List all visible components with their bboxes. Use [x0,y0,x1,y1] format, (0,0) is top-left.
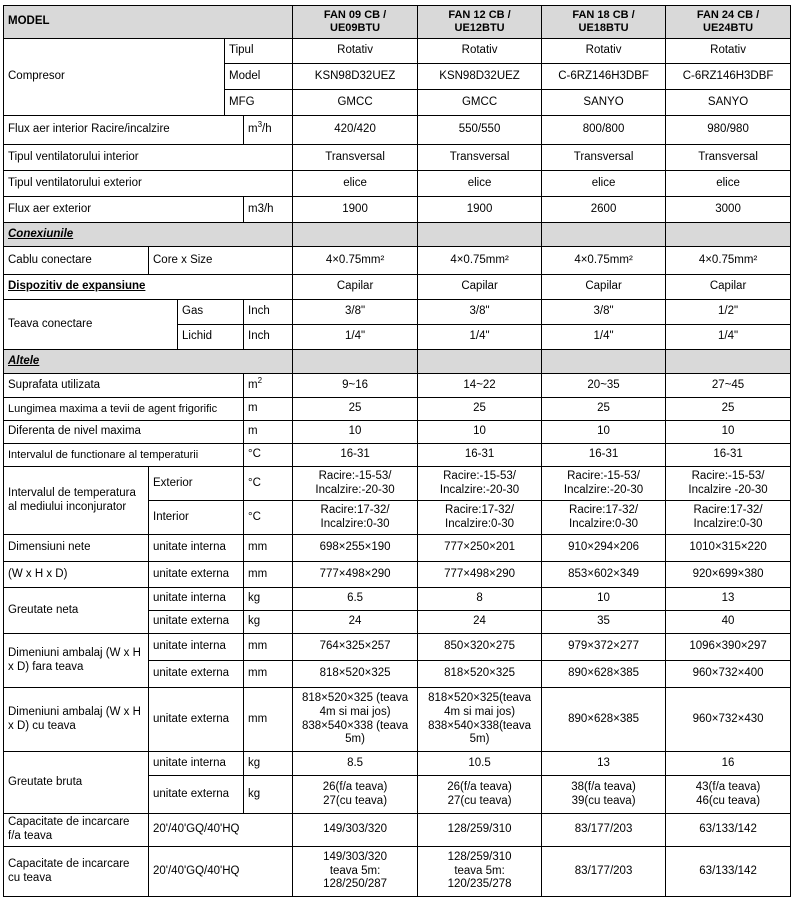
table-cell: Racire:17-32/ Incalzire:0-30 [418,501,542,535]
table-cell: elice [542,171,666,197]
row-label: Flux aer exterior [4,197,244,223]
sub-label: unitate externa [149,661,244,688]
table-cell: C-6RZ146H3DBF [666,64,791,90]
table-cell: 1900 [293,197,418,223]
row-label: Greutate bruta [4,752,149,814]
table-cell: GMCC [418,90,542,116]
sub-label: Core x Size [149,247,293,275]
row-label: Capacitate de incarcare f/a teava [4,814,149,847]
table-cell: 698×255×190 [293,535,418,562]
table-cell: 27~45 [666,374,791,398]
table-cell: 24 [418,611,542,634]
sub-label: unitate externa [149,611,244,634]
unit-cell: mm [244,535,293,562]
table-cell: GMCC [293,90,418,116]
unit-cell: mm [244,634,293,661]
unit-cell: $m^3/h$ [244,116,293,145]
table-cell: 25 [542,398,666,421]
table-cell: Racire:-15-53/ Incalzire -20-30 [666,467,791,501]
unit-cell: $m^2$ [244,374,293,398]
table-row [4,300,791,325]
sub-label: Lichid [178,325,244,350]
sub-label: Exterior [149,467,244,501]
table-cell: 16-31 [542,444,666,467]
table-cell: 26(f/a teava) 27(cu teava) [418,776,542,814]
model-column-header: FAN 18 CB / UE18BTU [542,6,666,39]
table-cell: 979×372×277 [542,634,666,661]
table-cell: 4×0.75mm² [418,247,542,275]
row-label: Tipul ventilatorului exterior [4,171,293,197]
unit-cell: °C [244,501,293,535]
table-cell: 764×325×257 [293,634,418,661]
table-row [4,814,791,847]
sub-label: Model [225,64,293,90]
table-cell: Capilar [418,275,542,300]
table-cell: Racire:17-32/ Incalzire:0-30 [666,501,791,535]
table-cell: Transversal [542,145,666,171]
table-cell: 40 [666,611,791,634]
table-cell: 850×320×275 [418,634,542,661]
table-cell: 960×732×400 [666,661,791,688]
row-label: Teava conectare [4,300,178,350]
row-label: Capacitate de incarcare cu teava [4,847,149,897]
table-cell: 26(f/a teava) 27(cu teava) [293,776,418,814]
table-cell: 13 [666,588,791,611]
table-cell: elice [666,171,791,197]
row-label: Intervalul de temperatura al mediului inconjurator [4,467,149,535]
table-cell: 1900 [418,197,542,223]
table-cell: 16-31 [293,444,418,467]
table-cell: 4×0.75mm² [666,247,791,275]
sub-label: Gas [178,300,244,325]
compresor-label: Compresor [4,39,225,116]
unit-cell: kg [244,611,293,634]
table-cell: 6.5 [293,588,418,611]
unit-cell: °C [244,444,293,467]
table-cell: KSN98D32UEZ [418,64,542,90]
table-cell: 25 [418,398,542,421]
table-cell: 1096×390×297 [666,634,791,661]
unit-cell: mm [244,688,293,752]
table-cell: 3/8" [418,300,542,325]
table-cell: 818×520×325 [418,661,542,688]
table-cell: Transversal [293,145,418,171]
sub-label: 20'/40'GQ/40'HQ [149,847,293,897]
row-label: Dispozitiv de expansiune [4,275,293,300]
table-cell: Rotativ [293,39,418,64]
table-row [4,752,791,776]
table-cell: 20~35 [542,374,666,398]
row-label: Suprafata utilizata [4,374,244,398]
table-row [4,688,791,752]
table-cell: 24 [293,611,418,634]
table-cell: 910×294×206 [542,535,666,562]
table-cell: 818×520×325 (teava 4m si mai jos) 838×540×338 (teava 5m) [293,688,418,752]
table-cell: 1/4" [666,325,791,350]
row-label: Greutate neta [4,588,149,634]
sub-label: 20'/40'GQ/40'HQ [149,814,293,847]
model-header: MODEL [4,6,293,39]
table-cell: 1/4" [418,325,542,350]
table-cell: 4×0.75mm² [542,247,666,275]
table-cell: 853×602×349 [542,562,666,588]
table-row [4,275,791,300]
table-cell: KSN98D32UEZ [293,64,418,90]
unit-cell: m [244,398,293,421]
row-label: Dimeniuni ambalaj (W x H x D) cu teava [4,688,149,752]
unit-cell: kg [244,776,293,814]
table-cell: 25 [666,398,791,421]
table-cell: 16-31 [418,444,542,467]
sub-label: unitate interna [149,752,244,776]
model-column-header: FAN 12 CB / UE12BTU [418,6,542,39]
table-cell: 43(f/a teava) 46(cu teava) [666,776,791,814]
table-cell: 149/303/320 [293,814,418,847]
table-cell: 35 [542,611,666,634]
table-cell: Transversal [418,145,542,171]
table-cell: elice [418,171,542,197]
row-label: Dimeniuni ambalaj (W x H x D) fara teava [4,634,149,688]
unit-cell: mm [244,661,293,688]
unit-cell: kg [244,752,293,776]
table-cell: 3000 [666,197,791,223]
table-cell: Racire:-15-53/ Incalzire:-20-30 [418,467,542,501]
row-label: Diferenta de nivel maxima [4,421,244,444]
table-row [4,634,791,661]
table-cell: 14~22 [418,374,542,398]
table-cell: Rotativ [418,39,542,64]
table-cell: Capilar [293,275,418,300]
table-cell: Racire:-15-53/ Incalzire:-20-30 [293,467,418,501]
table-row [4,467,791,501]
table-cell: 1/4" [293,325,418,350]
sub-label: unitate interna [149,634,244,661]
table-cell: 1010×315×220 [666,535,791,562]
table-cell: 818×520×325(teava 4m si mai jos) 838×540×338(teava 5m) [418,688,542,752]
table-cell: 25 [293,398,418,421]
table-cell: 3/8" [542,300,666,325]
row-label: Flux aer interior Racire/incalzire [4,116,244,145]
table-row [4,847,791,897]
header-row [4,6,791,39]
table-cell: 890×628×385 [542,661,666,688]
table-cell: 16-31 [666,444,791,467]
table-row [4,197,791,223]
table-row [4,421,791,444]
table-row [4,398,791,421]
unit-cell: m [244,421,293,444]
table-cell: 10 [542,588,666,611]
table-cell: 920×699×380 [666,562,791,588]
table-cell: 8.5 [293,752,418,776]
sub-label: MFG [225,90,293,116]
table-cell: SANYO [542,90,666,116]
sub-label: unitate externa [149,688,244,752]
table-cell: Capilar [666,275,791,300]
table-cell: 1/4" [542,325,666,350]
model-column-header: FAN 24 CB / UE24BTU [666,6,791,39]
sub-label: unitate externa [149,562,244,588]
table-cell: 63/133/142 [666,814,791,847]
unit-cell: kg [244,588,293,611]
table-cell: 10.5 [418,752,542,776]
table-cell: 2600 [542,197,666,223]
table-cell: Racire:17-32/ Incalzire:0-30 [293,501,418,535]
table-row [4,247,791,275]
table-cell: Rotativ [666,39,791,64]
unit-cell: m3/h [244,197,293,223]
row-label: Intervalul de functionare al temperaturii [4,444,244,467]
table-row [4,116,791,145]
sub-label: unitate externa [149,776,244,814]
section-row [4,350,791,374]
table-row [4,39,791,64]
section-row [4,223,791,247]
table-cell: 777×250×201 [418,535,542,562]
table-cell: 10 [542,421,666,444]
sub-label: Interior [149,501,244,535]
table-cell: 83/177/203 [542,847,666,897]
table-cell: Capilar [542,275,666,300]
table-row [4,171,791,197]
sub-label: unitate interna [149,588,244,611]
table-cell: 777×498×290 [293,562,418,588]
spec-table [3,5,791,897]
table-cell: 777×498×290 [418,562,542,588]
table-cell: 63/133/142 [666,847,791,897]
table-cell: 128/259/310 [418,814,542,847]
unit-cell: Inch [244,300,293,325]
table-cell: 13 [542,752,666,776]
table-cell: 10 [293,421,418,444]
section-heading: Conexiunile [4,223,293,247]
table-cell: 9~16 [293,374,418,398]
table-cell: 420/420 [293,116,418,145]
row-label: (W x H x D) [4,562,149,588]
table-cell: 8 [418,588,542,611]
table-cell: 3/8" [293,300,418,325]
table-cell: 1/2" [666,300,791,325]
sub-label: Tipul [225,39,293,64]
table-row [4,444,791,467]
sub-label: unitate interna [149,535,244,562]
table-cell: 128/259/310 teava 5m: 120/235/278 [418,847,542,897]
table-cell: 980/980 [666,116,791,145]
table-row [4,145,791,171]
table-cell: 800/800 [542,116,666,145]
table-cell: Rotativ [542,39,666,64]
table-cell: 550/550 [418,116,542,145]
table-cell: 38(f/a teava) 39(cu teava) [542,776,666,814]
table-cell: 83/177/203 [542,814,666,847]
row-label: Lungimea maxima a tevii de agent frigorific [4,398,244,421]
table-cell: 10 [418,421,542,444]
table-row [4,562,791,588]
model-column-header: FAN 09 CB / UE09BTU [293,6,418,39]
table-cell: C-6RZ146H3DBF [542,64,666,90]
unit-cell: Inch [244,325,293,350]
table-cell: 960×732×430 [666,688,791,752]
row-label: Tipul ventilatorului interior [4,145,293,171]
table-row [4,374,791,398]
table-cell: 149/303/320 teava 5m: 128/250/287 [293,847,418,897]
table-row [4,535,791,562]
table-cell: Transversal [666,145,791,171]
row-label: Dimensiuni nete [4,535,149,562]
table-cell: 818×520×325 [293,661,418,688]
table-cell: 16 [666,752,791,776]
table-cell: 10 [666,421,791,444]
table-cell: 4×0.75mm² [293,247,418,275]
unit-cell: °C [244,467,293,501]
table-row [4,588,791,611]
table-cell: Racire:-15-53/ Incalzire:-20-30 [542,467,666,501]
row-label: Cablu conectare [4,247,149,275]
table-cell: SANYO [666,90,791,116]
table-cell: 890×628×385 [542,688,666,752]
table-cell: elice [293,171,418,197]
section-heading: Altele [4,350,293,374]
table-cell: Racire:17-32/ Incalzire:0-30 [542,501,666,535]
unit-cell: mm [244,562,293,588]
